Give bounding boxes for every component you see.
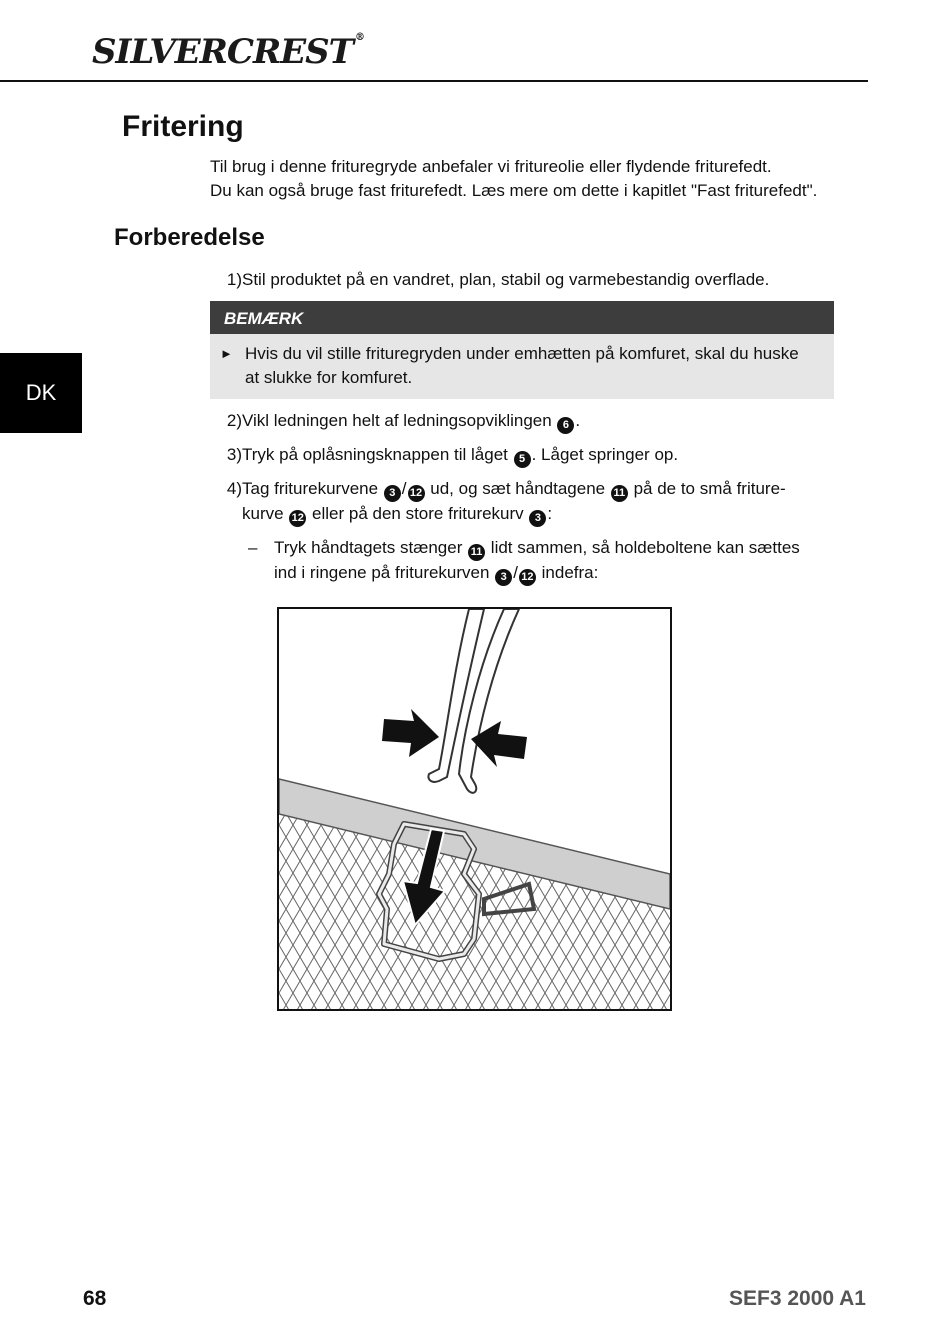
section-title: Fritering: [122, 110, 244, 143]
brand-logo: [92, 32, 364, 72]
note-body: [210, 334, 815, 390]
note-box: [210, 301, 834, 399]
part-ref-badge: 3: [384, 485, 401, 502]
step-text: [242, 477, 812, 527]
part-ref-badge: 3: [529, 510, 546, 527]
language-tab: DK: [0, 353, 82, 433]
part-ref-badge: 12: [289, 510, 306, 527]
note-text: Hvis du vil stille frituregryden under emhætten på komfuret, skal du huske at slukke for komfuret.: [245, 344, 799, 387]
part-ref-badge: 11: [468, 544, 485, 561]
step-number: 2): [226, 411, 242, 430]
step-number: 4): [226, 479, 242, 498]
handle-attachment-illustration: [277, 607, 672, 1011]
note-heading: BEMÆRK: [210, 301, 834, 334]
step-text: Stil produktet på en vandret, plan, stabil og varmebestandig overflade.: [242, 270, 770, 289]
text-part: indefra:: [536, 563, 599, 582]
part-ref-badge: 12: [519, 569, 536, 586]
text-part: /: [401, 479, 407, 498]
illustration-svg: [279, 609, 670, 1009]
text-part: ud, og sæt håndtagene: [425, 479, 610, 498]
text-part: . Låget springer op.: [531, 445, 679, 464]
logo-text: SILVERCREST: [92, 32, 353, 72]
step-text: [242, 409, 832, 434]
step-text: [242, 443, 832, 468]
step-4: [210, 477, 830, 524]
part-ref-badge: 3: [495, 569, 512, 586]
text-part: /: [513, 563, 518, 582]
bullet-arrow-icon: ►: [220, 346, 233, 361]
text-part: Tag friturekurvene: [242, 479, 383, 498]
sub-step-text: [248, 536, 818, 586]
text-part: på de to små friture-kurve: [242, 479, 786, 523]
intro-line-1: Til brug i denne frituregryde anbefaler vi fritureolie eller flydende friturefedt.: [210, 157, 772, 176]
step-number: 1): [226, 270, 242, 289]
header-divider: [0, 80, 868, 82]
page-number: 68: [83, 1287, 107, 1310]
sub-step: [248, 536, 818, 586]
text-part: Vikl ledningen helt af ledningsopviklingen: [242, 411, 557, 430]
text-part: .: [575, 411, 581, 430]
text-part: Tryk håndtagets stænger: [274, 538, 468, 557]
text-part: Tryk på oplåsningsknappen til låget: [242, 445, 513, 464]
step-2: [210, 409, 830, 433]
step-1: [210, 268, 830, 292]
part-ref-badge: 11: [611, 485, 628, 502]
intro-text: [210, 155, 817, 203]
model-number: SEF3 2000 A1: [729, 1287, 866, 1310]
text-part: eller på den store friturekurv: [307, 504, 529, 523]
part-ref-badge: 6: [557, 417, 574, 434]
text-part: lidt sammen, så holdeboltene kan sættes ind i ringene på friturekurven: [274, 538, 800, 582]
step-number: 3): [226, 445, 242, 464]
part-ref-badge: 12: [408, 485, 425, 502]
step-3: [210, 443, 830, 467]
part-ref-badge: 5: [514, 451, 531, 468]
registered-mark: ®: [354, 32, 364, 43]
subsection-title: Forberedelse: [114, 224, 265, 251]
arrow-right-icon: [382, 709, 439, 757]
dash-marker: –: [248, 538, 258, 557]
intro-line-2: Du kan også bruge fast friturefedt. Læs mere om dette i kapitlet "Fast friturefedt".: [210, 181, 818, 200]
text-part: :: [547, 504, 553, 523]
